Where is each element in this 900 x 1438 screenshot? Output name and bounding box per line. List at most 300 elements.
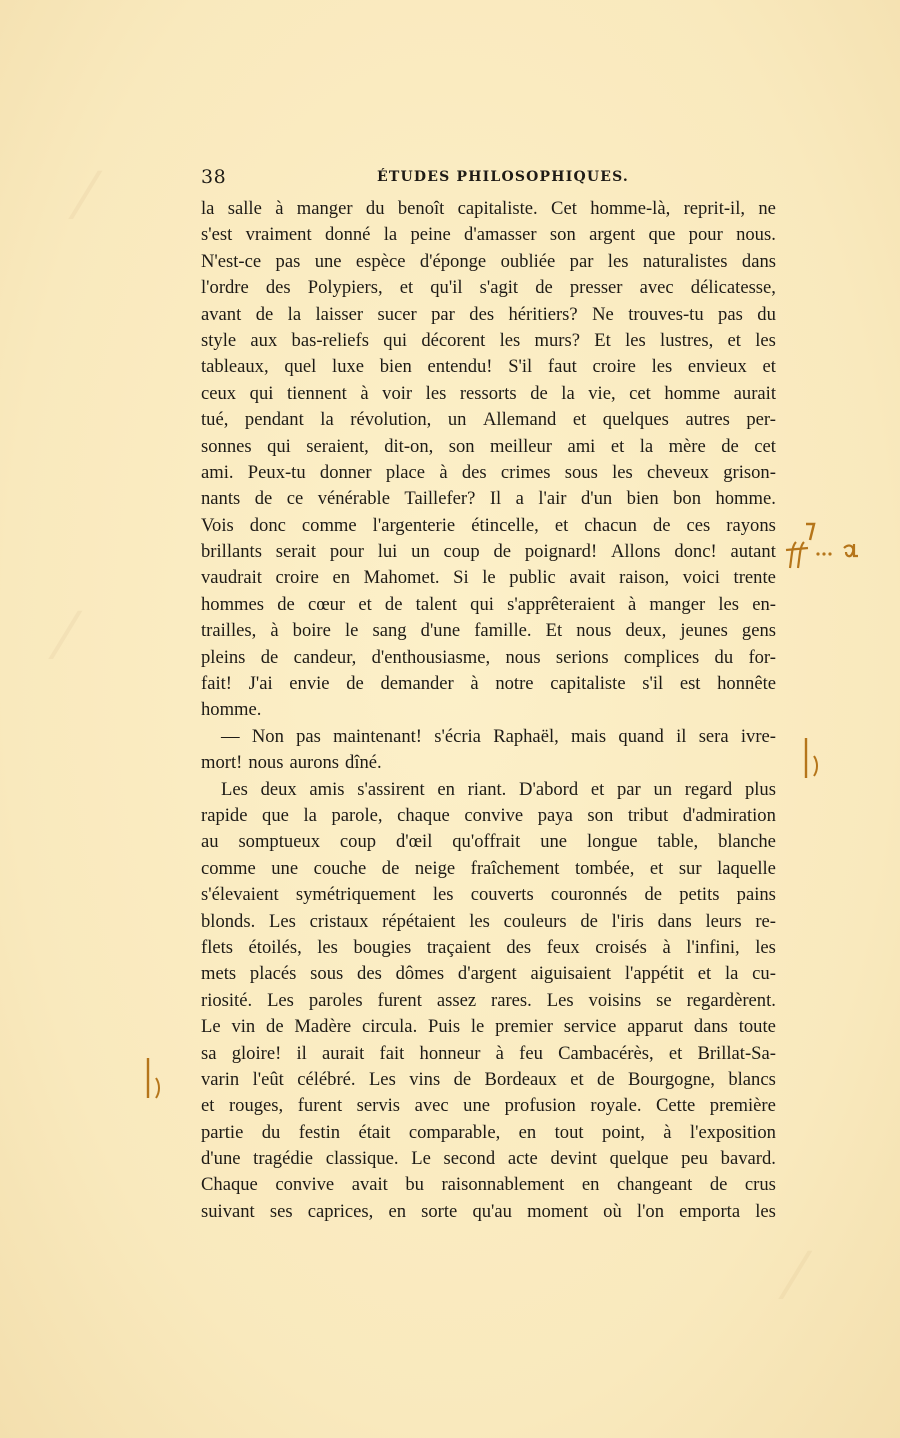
- word: honnête: [717, 673, 776, 695]
- word: la: [201, 198, 215, 219]
- word: sa: [201, 1042, 217, 1064]
- text-line: [201, 539, 776, 565]
- word: profusion: [504, 1095, 576, 1117]
- word: cet: [754, 435, 776, 457]
- word: pas: [296, 725, 321, 747]
- word: Madère: [294, 1016, 352, 1038]
- word: héritiers?: [508, 303, 578, 325]
- word: vraiment: [245, 224, 312, 246]
- word: d'argent: [457, 963, 517, 985]
- word: il: [676, 725, 687, 747]
- word: d'œil: [395, 831, 433, 853]
- word: capitaliste: [550, 673, 626, 695]
- word: avait: [569, 567, 606, 589]
- word: quelques: [602, 409, 669, 431]
- word: cet: [629, 382, 651, 404]
- word: les: [755, 1200, 776, 1222]
- word: avant: [201, 303, 242, 325]
- text-line: [201, 302, 776, 328]
- word: sonnes: [201, 435, 252, 457]
- word: de: [580, 910, 598, 932]
- word: Puis: [428, 1016, 461, 1038]
- word: s'apprêteraient: [507, 593, 615, 615]
- word: nants: [201, 488, 241, 510]
- word: serions: [555, 646, 609, 668]
- word: du: [261, 1121, 281, 1143]
- word: tué,: [201, 409, 229, 431]
- word: fait!: [201, 673, 232, 695]
- word: dans: [657, 910, 692, 932]
- handwritten-correction-icon: [784, 520, 884, 580]
- word: feux: [546, 936, 580, 958]
- word: nous: [505, 646, 541, 668]
- word: public: [509, 567, 556, 589]
- word: de: [709, 1174, 728, 1196]
- word: bu: [405, 1174, 424, 1196]
- bleed-through-mark: ⁄: [80, 160, 91, 234]
- word: aurait: [322, 1042, 365, 1064]
- word: cu-: [752, 963, 776, 985]
- word: caprices,: [307, 1200, 374, 1222]
- word: Les: [368, 1068, 396, 1090]
- word: voisins: [588, 989, 642, 1011]
- word: partie: [201, 1121, 244, 1143]
- word: et: [762, 356, 776, 378]
- bleed-through-mark: ⁄: [60, 600, 71, 674]
- word: Allemand: [482, 409, 557, 431]
- word: trailles,: [201, 620, 257, 642]
- text-line: [201, 645, 776, 671]
- word: où: [603, 1200, 622, 1222]
- text-line: [201, 434, 776, 460]
- word: de: [644, 884, 663, 906]
- word: tombée,: [574, 857, 635, 879]
- word: laquelle: [717, 857, 776, 879]
- word: qui: [470, 593, 494, 615]
- word: fraîchement: [470, 857, 560, 879]
- word: S'il: [508, 356, 533, 378]
- word: convive: [464, 804, 524, 826]
- word: laisser: [315, 303, 364, 325]
- word: honneur: [419, 1042, 481, 1064]
- word: délicatesse,: [690, 277, 776, 299]
- word: seraient,: [306, 435, 369, 457]
- word: l'appétit: [624, 963, 684, 985]
- word: Raphaël,: [493, 725, 559, 747]
- word: sucer: [377, 303, 417, 325]
- word: regard: [684, 778, 733, 800]
- word: pour: [688, 224, 723, 246]
- word: coup: [443, 541, 480, 563]
- word: place: [385, 461, 426, 483]
- word: aiguisaient: [530, 963, 612, 985]
- word: à: [360, 382, 369, 404]
- word: l'argenterie: [372, 514, 456, 536]
- word: poignard!: [524, 541, 598, 563]
- word: Et: [594, 329, 611, 351]
- word: comparable,: [408, 1121, 501, 1143]
- word: son: [587, 804, 614, 826]
- word: serait: [275, 541, 317, 563]
- word: envieux: [687, 356, 747, 378]
- word: sera: [698, 725, 729, 747]
- word: festin: [298, 1121, 341, 1143]
- text-line: [201, 249, 776, 275]
- word: une: [314, 250, 342, 272]
- word: les: [317, 936, 338, 958]
- word: gens: [741, 620, 776, 642]
- word: famille.: [474, 620, 532, 642]
- word: crus: [744, 1174, 776, 1196]
- word: un: [447, 409, 467, 431]
- word: répétaient: [382, 910, 456, 932]
- word: ressorts: [459, 382, 517, 404]
- word: classique.: [325, 1148, 399, 1170]
- word: boire: [292, 620, 331, 642]
- word: J'ai: [248, 673, 273, 695]
- word: leurs: [705, 910, 742, 932]
- word: complices: [623, 646, 700, 668]
- word: suivant: [201, 1200, 255, 1222]
- word: D'abord: [519, 778, 579, 800]
- word: les: [755, 936, 776, 958]
- word: vins: [409, 1068, 441, 1090]
- word: en: [437, 778, 455, 800]
- word: capitaliste.: [457, 198, 538, 219]
- word: qui: [249, 382, 274, 404]
- word: la: [561, 382, 575, 404]
- word: s'agit: [479, 277, 519, 299]
- word: à: [495, 1042, 504, 1064]
- text-line: [201, 381, 776, 407]
- word: ivre-: [740, 725, 776, 747]
- word: qui: [383, 329, 408, 351]
- page-header: [201, 166, 776, 194]
- word: d'amasser: [464, 224, 537, 246]
- word: chacun: [584, 514, 637, 536]
- word: et: [610, 435, 625, 457]
- word: à: [439, 461, 448, 483]
- word: avec: [639, 277, 674, 299]
- word: fait: [379, 1042, 405, 1064]
- word: vaudrait: [201, 567, 262, 589]
- word: homme-là,: [590, 198, 671, 219]
- word: de: [721, 435, 739, 457]
- word: étoilés,: [248, 936, 302, 958]
- word: donc!: [674, 541, 717, 563]
- word: les: [651, 356, 673, 378]
- word: Ne: [592, 303, 614, 325]
- word: nous.: [736, 224, 776, 246]
- word: mets: [201, 963, 237, 985]
- word: Mahomet.: [363, 567, 440, 589]
- word: furent: [297, 1095, 343, 1117]
- word: salle: [227, 198, 262, 219]
- word: riant.: [467, 778, 507, 800]
- word: d'enthousiasme,: [371, 646, 491, 668]
- paren-mark-icon: [142, 1054, 172, 1102]
- word: à: [663, 1121, 672, 1143]
- text-line: [201, 961, 776, 987]
- word: Bourgogne,: [628, 1068, 715, 1090]
- word: au: [201, 831, 219, 853]
- word: paroles: [308, 989, 363, 1011]
- text-line: [201, 513, 776, 539]
- word: candeur,: [293, 646, 357, 668]
- word: par: [617, 778, 641, 800]
- text-line: [201, 460, 776, 486]
- word: s'élevaient: [201, 884, 279, 906]
- word: bougies: [353, 936, 412, 958]
- text-line: [201, 724, 776, 750]
- annotation-middle-right: [800, 736, 830, 784]
- text-line: [201, 803, 776, 829]
- word: pleins: [201, 646, 246, 668]
- word: tribut: [627, 804, 669, 826]
- text-line: [201, 829, 776, 855]
- word: dîné.: [345, 752, 382, 774]
- word: vin: [231, 1016, 256, 1038]
- word: du: [714, 646, 734, 668]
- word: d'éponge: [419, 250, 487, 272]
- word: Vois: [201, 514, 234, 536]
- word: avec: [414, 1095, 449, 1117]
- word: est: [679, 673, 701, 695]
- text-line: [201, 1120, 776, 1146]
- word: des: [357, 963, 382, 985]
- word: de: [535, 277, 553, 299]
- word: donc: [249, 514, 286, 536]
- word: tragédie: [253, 1148, 314, 1170]
- text-line: [201, 1172, 776, 1198]
- text-line: [201, 750, 776, 776]
- word: pas: [275, 250, 301, 272]
- word: coup: [339, 831, 377, 853]
- text-line: [201, 1146, 776, 1172]
- word: et: [727, 329, 741, 351]
- word: bas-reliefs: [291, 329, 369, 351]
- word: traçaient: [426, 936, 491, 958]
- word: toute: [738, 1016, 776, 1038]
- word: qu'il: [430, 277, 463, 299]
- word: faut: [547, 356, 577, 378]
- word: s'est: [201, 224, 233, 246]
- word: —: [221, 725, 240, 747]
- paren-mark-icon: [800, 736, 830, 784]
- word: manger: [296, 198, 353, 219]
- word: d'une: [420, 620, 461, 642]
- word: par: [569, 250, 594, 272]
- word: révolution,: [350, 409, 432, 431]
- word: symétriquement: [295, 884, 416, 906]
- word: mais: [571, 725, 607, 747]
- word: rares.: [491, 989, 532, 1011]
- word: ami: [567, 435, 596, 457]
- word: de: [266, 1016, 284, 1038]
- word: chaque: [397, 804, 450, 826]
- word: dans: [693, 1016, 728, 1038]
- word: style: [201, 329, 237, 351]
- word: étincelle,: [471, 514, 539, 536]
- text-line: [201, 486, 776, 512]
- text-line: [201, 1041, 776, 1067]
- word: et: [399, 277, 414, 299]
- word: oubliée: [500, 250, 556, 272]
- word: les: [607, 250, 629, 272]
- word: pas: [718, 303, 743, 325]
- word: de: [530, 382, 548, 404]
- word: qu'au: [472, 1200, 512, 1222]
- word: de: [381, 857, 400, 879]
- word: de: [277, 593, 295, 615]
- word: et: [358, 593, 372, 615]
- word: à: [270, 620, 279, 642]
- word: tout: [554, 1121, 584, 1143]
- word: autres: [685, 409, 730, 431]
- word: placés: [249, 963, 297, 985]
- body-text: [201, 196, 776, 1225]
- word: second: [443, 1148, 496, 1170]
- word: et: [649, 857, 664, 879]
- word: Les: [268, 910, 296, 932]
- word: une: [271, 857, 299, 879]
- word: cristaux: [309, 910, 369, 932]
- word: feu: [519, 1042, 543, 1064]
- word: regardèrent.: [686, 989, 776, 1011]
- word: les: [432, 884, 454, 906]
- word: argent: [589, 224, 636, 246]
- word: un: [653, 778, 673, 800]
- word: l'ordre: [201, 277, 249, 299]
- word: des: [461, 461, 487, 483]
- word: Les: [546, 989, 574, 1011]
- word: talent: [415, 593, 457, 615]
- text-line: [201, 1093, 776, 1119]
- word: des: [506, 936, 532, 958]
- word: espèce: [355, 250, 406, 272]
- word: le: [482, 567, 496, 589]
- word: jeunes: [680, 620, 728, 642]
- word: raison,: [619, 567, 670, 589]
- word: l'infini,: [686, 936, 740, 958]
- word: était: [358, 1121, 391, 1143]
- word: dômes: [395, 963, 445, 985]
- word: ces: [686, 514, 711, 536]
- word: envie: [289, 673, 330, 695]
- word: voici: [682, 567, 720, 589]
- word: lui: [377, 541, 398, 563]
- word: et: [554, 514, 569, 536]
- word: le: [470, 1016, 485, 1038]
- word: Si: [453, 567, 469, 589]
- word: les: [425, 382, 447, 404]
- word: riosité.: [201, 989, 253, 1011]
- word: célébré.: [297, 1068, 356, 1090]
- word: rouges,: [228, 1095, 284, 1117]
- word: servis: [356, 1095, 401, 1117]
- text-line: [201, 565, 776, 591]
- word: brillants: [201, 541, 262, 563]
- word: sang: [372, 620, 407, 642]
- word: Les: [221, 778, 248, 800]
- word: longue: [586, 831, 638, 853]
- word: son: [549, 224, 576, 246]
- word: convive: [275, 1174, 335, 1196]
- word: paya: [537, 804, 573, 826]
- word: quel: [284, 356, 317, 378]
- word: la: [639, 435, 654, 457]
- word: tableaux,: [201, 356, 269, 378]
- word: service: [563, 1016, 617, 1038]
- word: les: [625, 329, 646, 351]
- word: lustres,: [660, 329, 714, 351]
- word: changeant: [616, 1174, 693, 1196]
- word: Brillat-Sa-: [697, 1042, 776, 1064]
- text-line: [201, 777, 776, 803]
- text-line: [201, 196, 776, 222]
- word: notre: [495, 673, 534, 695]
- word: Non: [251, 725, 284, 747]
- word: il: [296, 1042, 307, 1064]
- word: demander: [380, 673, 454, 695]
- word: qu'offrait: [452, 831, 521, 853]
- word: sur: [678, 857, 702, 879]
- word: en-: [752, 593, 776, 615]
- word: sorte: [421, 1200, 458, 1222]
- word: gloire!: [231, 1042, 282, 1064]
- word: croisés: [595, 936, 647, 958]
- word: rayons: [726, 514, 776, 536]
- word: en: [581, 1174, 600, 1196]
- word: parole,: [331, 804, 383, 826]
- word: homme: [664, 382, 721, 404]
- word: tiennent: [286, 382, 347, 404]
- word: Bordeaux: [484, 1068, 557, 1090]
- word: l'exposition: [689, 1121, 776, 1143]
- word: Polypiers,: [307, 277, 383, 299]
- word: bavard.: [720, 1148, 776, 1170]
- word: for-: [748, 646, 776, 668]
- word: blancs: [728, 1068, 776, 1090]
- word: murs?: [534, 329, 580, 351]
- word: de: [597, 1068, 615, 1090]
- word: aux: [250, 329, 278, 351]
- word: à: [275, 198, 284, 219]
- word: deux,: [625, 620, 667, 642]
- running-title: ÉTUDES PHILOSOPHIQUES.: [377, 169, 630, 185]
- word: peine: [410, 224, 451, 246]
- word: donné: [324, 224, 371, 246]
- word: deux: [260, 778, 297, 800]
- word: N'est-ce: [201, 250, 262, 272]
- word: pour: [329, 541, 364, 563]
- word: cheveux: [647, 461, 709, 483]
- word: Les: [267, 989, 294, 1011]
- word: entendu!: [427, 356, 493, 378]
- word: blanche: [718, 831, 776, 853]
- word: raisonnablement: [441, 1174, 565, 1196]
- word: homme.: [715, 488, 776, 510]
- word: couleurs: [503, 910, 567, 932]
- word: un: [411, 541, 430, 563]
- word: Le: [411, 1148, 431, 1170]
- word: amis: [309, 778, 345, 800]
- word: voir: [382, 382, 413, 404]
- word: croire: [275, 567, 319, 589]
- word: les: [499, 329, 521, 351]
- word: des: [469, 303, 495, 325]
- word: le: [344, 620, 359, 642]
